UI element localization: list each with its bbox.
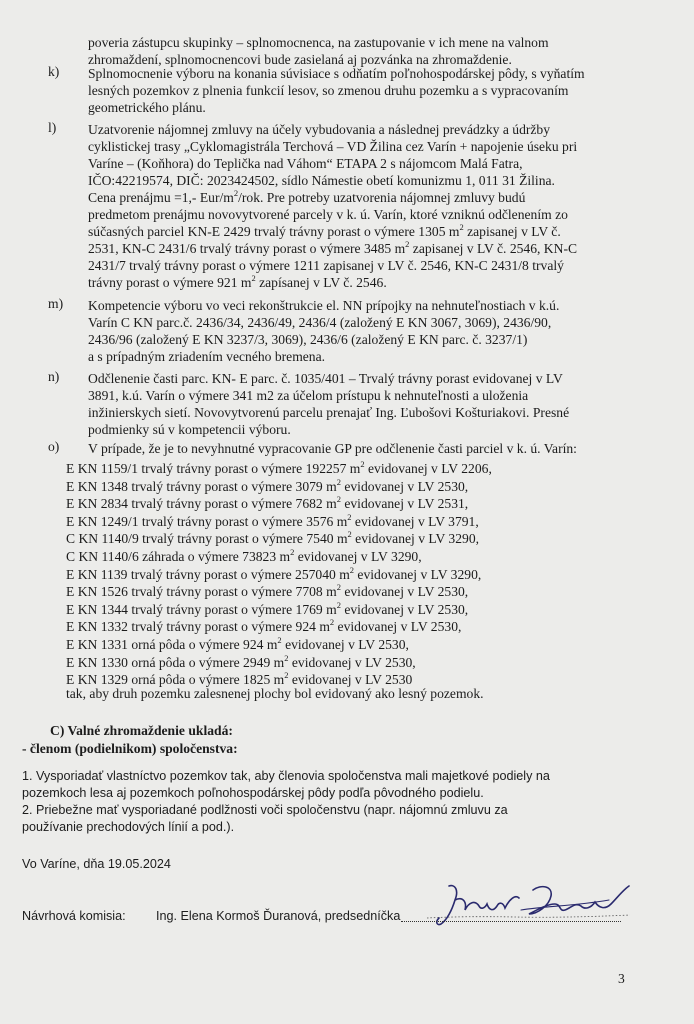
- section-c-line: používanie prechodových línií a pod.).: [22, 820, 235, 834]
- item-label-n: n): [48, 369, 60, 384]
- parcels-footer: tak, aby druh pozemku zalesnenej plochy bol evidovaný ako lesný pozemok.: [66, 686, 484, 701]
- parcel-line: E KN 1331 orná pôda o výmere 924 $m^2$ evidovanej v LV 2530,: [66, 635, 409, 652]
- item-l-line: predmetom prenájmu novovytvorené parcely v k. ú. Varín, ktoré vzniknú odčlenením zo: [88, 207, 568, 222]
- item-l-line: Cena prenájmu =1,- Eur/$m^2$/rok. Pre potreby uzatvorenia nájomnej zmluvy budú: [88, 188, 526, 205]
- item-n-line: 3891, k.ú. Varín o výmere 341 m2 za účelom prístupu k nehnuteľnosti a uloženia: [88, 388, 529, 403]
- item-n-line: Odčlenenie časti parc. KN- E parc. č. 1035/401 – Trvalý trávny porast evidovanej v LV: [88, 371, 563, 386]
- intro-line: zhromaždení, splnomocnencovi bude zasielaná aj pozvánka na zhromaždenie.: [88, 52, 512, 67]
- item-l-line: IČO:42219574, DIČ: 2023424502, sídlo Námestie obetí komunizmu 1, 011 31 Žilina.: [88, 173, 555, 188]
- commission-label: Návrhová komisia:: [22, 909, 126, 923]
- item-o-line: V prípade, že je to nevyhnutné vypracovanie GP pre odčlenenie časti parciel v k. ú. Varín:: [88, 441, 577, 456]
- parcel-line: E KN 1329 orná pôda o výmere 1825 $m^2$ evidovanej v LV 2530: [66, 670, 413, 688]
- parcel-line: E KN 1249/1 trvalý trávny porast o výmere 3576 $m^2$ evidovanej v LV 3791,: [66, 511, 479, 529]
- item-n-line: podmienky sú v kompetencii výboru.: [88, 422, 291, 437]
- parcel-line: E KN 1139 trvalý trávny porast o výmere 257040 $m^2$ evidovanej v LV 3290,: [66, 564, 482, 582]
- parcel-line: E KN 1344 trvalý trávny porast o výmere 1769 $m^2$ evidovanej v LV 2530,: [66, 599, 469, 617]
- parcel-line: E KN 1159/1 trvalý trávny porast o výmere 192257 $m^2$ evidovanej v LV 2206,: [66, 459, 492, 476]
- parcel-line: C KN 1140/9 trvalý trávny porast o výmere 7540 $m^2$ evidovanej v LV 3290,: [66, 529, 480, 547]
- item-l-line: Uzatvorenie nájomnej zmluvy na účely vybudovania a následnej prevádzky a údržby: [88, 122, 551, 137]
- section-c-line: 2. Priebežne mať vysporiadané podlžnosti voči spoločenstvu (napr. nájomnú zmluvu za: [22, 803, 508, 817]
- item-m-line: Varín C KN parc.č. 2436/34, 2436/49, 2436/4 (založený E KN 3067, 3069), 2436/90,: [88, 315, 552, 330]
- item-l-line: 2531, KN-C 2431/6 trvalý trávny porast o výmere 3485 $m^2$ zapisanej v LV č. 2546, KN-C: [88, 239, 578, 256]
- signature-line: [401, 921, 621, 922]
- item-label-o: o): [48, 439, 60, 454]
- item-n-line: inžinierskych sietí. Novovytvorenú parcelu prenajať Ing. Ľubošovi Košturiakovi. Presné: [88, 405, 570, 420]
- parcel-line: E KN 2834 trvalý trávny porast o výmere 7682 $m^2$ evidovanej v LV 2531,: [66, 494, 469, 512]
- parcel-line: E KN 1332 trvalý trávny porast o výmere 924 $m^2$ evidovanej v LV 2530,: [66, 617, 462, 635]
- item-m-line: a s prípadným zriadením vecného bremena.: [88, 349, 326, 364]
- parcel-line: E KN 1348 trvalý trávny porast o výmere 3079 $m^2$ evidovanej v LV 2530,: [66, 476, 469, 494]
- item-l-line: Varíne – (Koňhora) do Teplička nad Váhom“ ETAPA 2 s nájomcom Malá Fatra,: [88, 156, 523, 171]
- parcel-line: E KN 1330 orná pôda o výmere 2949 $m^2$ evidovanej v LV 2530,: [66, 652, 416, 670]
- section-c-line: 1. Vysporiadať vlastníctvo pozemkov tak, aby členovia spoločenstva mali majetkové podiely na: [22, 769, 550, 783]
- item-k-line: Splnomocnenie výboru na konania súvisiace s odňatím poľnohospodárskej pôdy, s vyňatím: [88, 66, 585, 81]
- parcel-line: C KN 1140/6 záhrada o výmere 73823 $m^2$ evidovanej v LV 3290,: [66, 547, 422, 564]
- item-l-line: 2431/7 trvalý trávny porast o výmere 1211 zapisanej v LV č. 2546, KN-C 2431/8 trvalý: [88, 258, 564, 273]
- date-line: Vo Varíne, dňa 19.05.2024: [22, 857, 171, 871]
- item-label-m: m): [48, 296, 64, 311]
- item-label-l: l): [48, 120, 57, 135]
- section-c-line: pozemkoch lesa aj pozemkoch poľnohospodárskej pôdy podľa pôvodného podielu.: [22, 786, 484, 800]
- item-m-line: Kompetencie výboru vo veci rekonštrukcie el. NN prípojky na nehnuteľnostiach v k.ú.: [88, 298, 560, 313]
- item-m-line: 2436/96 (založený E KN 3237/3, 3069), 2436/6 (založený E KN parc. č. 3237/1): [88, 332, 528, 347]
- page-number: 3: [618, 971, 625, 986]
- intro-line: poveria zástupcu skupinky – splnomocnenca, na zastupovanie v ich mene na valnom: [88, 35, 549, 50]
- section-c-subheading: - členom (podielnikom) spoločenstva:: [22, 741, 238, 756]
- item-label-k: k): [48, 64, 60, 79]
- item-l-line: súčasných parciel KN-E 2429 trvalý trávny porast o výmere 1305 $m^2$ zapisanej v LV č.: [88, 222, 561, 239]
- item-k-line: lesných pozemkov z plnenia funkcií lesov, so zmenou druhu pozemku a s vypracovaním: [88, 83, 569, 98]
- section-c-heading: C) Valné zhromaždenie ukladá:: [50, 723, 233, 738]
- parcel-line: E KN 1526 trvalý trávny porast o výmere 7708 $m^2$ evidovanej v LV 2530,: [66, 582, 469, 600]
- commission-name: Ing. Elena Kormoš Ďuranová, predsedníčka: [156, 909, 401, 923]
- item-l-line: cyklistickej trasy „Cyklomagistrála Terchová – VD Žilina cez Varín + napojenie úseku pri: [88, 139, 578, 154]
- item-l-line: trávny porast o výmere 921 $m^2$ zapísanej v LV č. 2546.: [88, 273, 387, 290]
- item-k-line: geometrického plánu.: [88, 100, 206, 115]
